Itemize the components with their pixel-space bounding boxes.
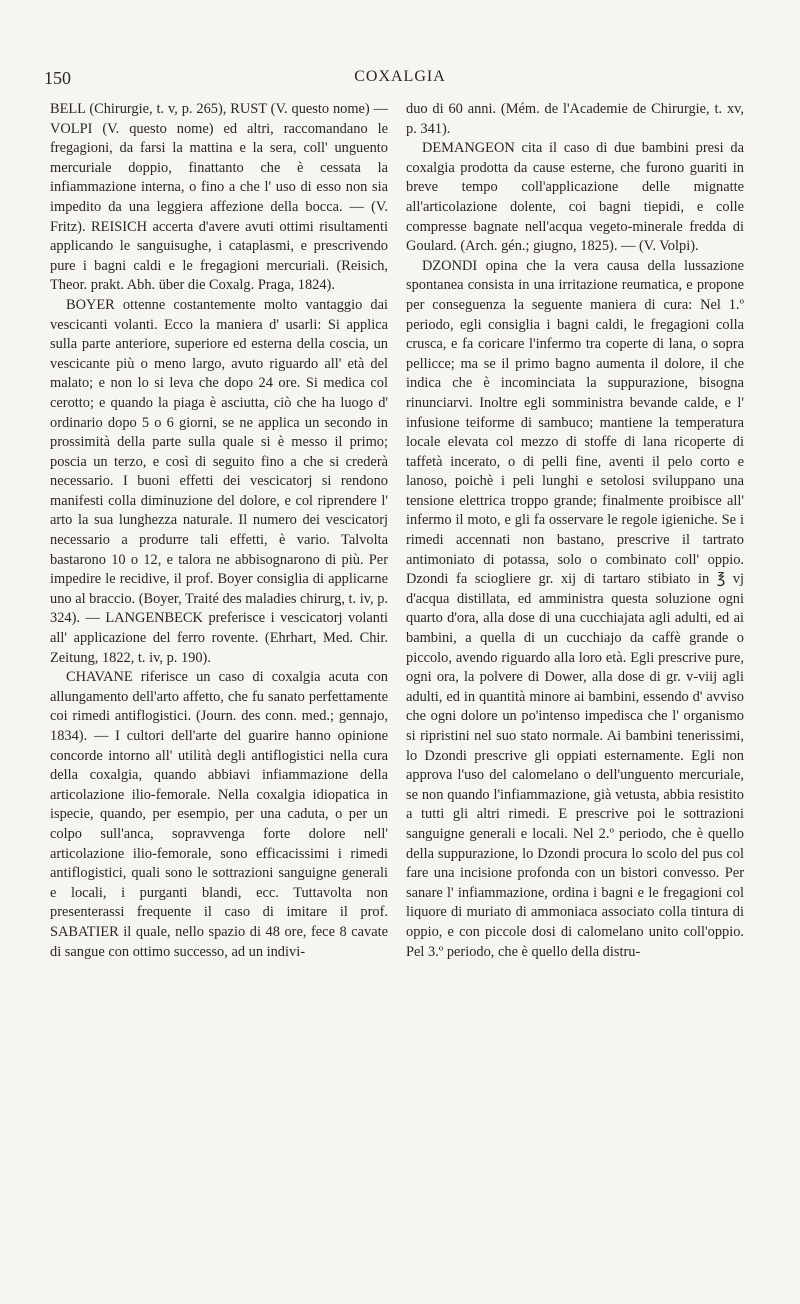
paragraph: DZONDI opina che la vera causa della lussazione spontanea consista in una irritazione reumatica, e propone per conseguenza la seguente maniera di cura: Nel 1.º periodo, egli consiglia i bagni caldi, le fregagioni colla crusca, e fa coricare l'infermo tra coperte di lana, o sopra pellicce; ma se il primo bagno aumenta il dolore, il che indica che è incominciata la suppurazione, bisogna rinunciarvi. Inoltre egli somministra bevande calde, e l' infusione teiforme di sambuco; mantiene la temperatura locale elevata col mezzo di stoffe di lana ricoperte di taffetà incerato, o di pelli fine, aventi il pelo corto e lanoso, poichè i peli lunghi e setolosi sviluppano una tensione elettrica troppo grande; finalmente proibisce all' infermo il moto, e gli fa osservare le regole igieniche. Se i rimedi accennati non bastano, prescrive il tartrato antimoniato di potassa, solo o combinato coll' oppio. Dzondi fa sciogliere gr. xij di tartaro stibiato in ℥ vj d'acqua distillata, ed amministra questa soluzione ogni quarto d'ora, alla dose di una cucchiajata agli adulti, ed ai bambini, a quella di un cucchiajo da caffè grande o piccolo, avendo riguardo alla loro età. Egli prescrive pure, ogni ora, la polvere di Dower, alla dose di gr. v-viij agli adulti, ed in quantità minore ai bambini, essendo d' avviso che ogni dolore un po'intenso impedisca che l' organismo si ripristini nel suo stato normale. Ai bambini tenerissimi, lo Dzondi prescrive gli oppiati esternamente. Egli non approva l'uso del calomelano o dell'unguento mercuriale, se non quando l'infiammazione, già vetusta, abbia resistito a tutti gli altri rimedi. E prescrive poi le sottrazioni sanguigne generali e locali. Nel 2.º periodo, che è quello della suppurazione, lo Dzondi procura lo scolo del pus col fare una incisione profonda con un bistori convesso. Per sanare l' infiammazione, ordina i bagni e le fregagioni col liquore di muriato di ammoniaca associato colla tintura di oppio, e con piccole dosi di calomelano unito coll'oppio. Pel 3.º periodo, che è quello della distru- <box>406 257 744 960</box>
paragraph: CHAVANE riferisce un caso di coxalgia acuta con allungamento dell'arto affetto, che fu sanato perfettamente coi rimedi antiflogistici. (Journ. des conn. med.; gennajo, 1834). — I cultori dell'arte del guarire hanno opinione concorde intorno all' utilità degli antiflogistici nella cura della coxalgia, quando abbiavi infiammazione della articolazione ilio-femorale. Nella coxalgia idiopatica in ispecie, quando, per esempio, per una caduta, o per un colpo sull'anca, sopravvenga forte dolore nell' articolazione ilio-femorale, sono efficacissimi i rimedi antiflogistici, quali sono le sottrazioni sanguigne generali e locali, i purganti blandi, ecc. Tuttavolta non presenterassi frequente il caso di imitare il prof. SABATIER il quale, nello spazio di 48 ore, fece 8 cavate di sangue con ottimo successo, ad un indivi- <box>50 669 388 960</box>
running-title: COXALGIA <box>354 68 446 85</box>
paragraph: BOYER ottenne costantemente molto vantaggio dai vescicanti volanti. Ecco la maniera d' usarli: Si applica sulla parte anteriore, superiore ed esterna della coscia, un vescicante più o meno largo, avuto riguardo all' età del malato; e non lo si leva che dopo 24 ore. Si medica col cerotto; e quando la piaga è asciutta, ciò che ha luogo d' ordinario dopo 5 o 6 giorni, se ne applica un secondo in prossimità della parte sulla quale si è messo il primo; poscia un terzo, e così di seguito fino a che si crederà necessario. I buoni effetti dei vescicatorj si rendono manifesti colla diminuzione del dolore, e col riprendere l' arto la sua lunghezza naturale. Il numero dei vescicatorj necessario a produrre tali effetti, è vario. Talvolta bastarono 10 o 12, e talora ne abbisognarono di più. Per impedire le recidive, il prof. Boyer consiglia di applicarne uno al braccio. (Boyer, Traité des maladies chirurg, t. iv, p. 324). — LANGENBECK preferisce i vescicatorj volanti all' applicazione del ferro rovente. (Ehrhart, Med. Chir. Zeitung, 1822, t. iv, p. 190). <box>50 296 388 666</box>
page-header <box>44 68 756 92</box>
paragraph: DEMANGEON cita il caso di due bambini presi da coxalgia prodotta da cause esterne, che furono guariti in breve tempo coll'applicazione delle mignatte all'articolazione dolente, coi bagni tiepidi, e colle compresse bagnate nell'acqua vegeto-minerale fredda di Goulard. (Arch. gén.; giugno, 1825). — (V. Volpi). <box>406 140 744 255</box>
page-number: 150 <box>44 68 71 88</box>
right-column <box>406 100 744 962</box>
paragraph: BELL (Chirurgie, t. v, p. 265), RUST (V. questo nome) — VOLPI (V. questo nome) ed altri, raccomandano le fregagioni, da farsi la mattina e la sera, coll' unguento mercuriale doppio, finattanto che è cessata la infiammazione interna, o fino a che l' uso di esso non sia impedito da una leggiera affezione della bocca. — (V. Fritz). REISICH accerta d'avere avuti ottimi risultamenti applicando le sanguisughe, i cataplasmi, e prescrivendo pure i bagni caldi e le fregagioni mercuriali. (Reisich, Theor. prakt. Abh. über die Coxalg. Praga, 1824). <box>50 101 388 294</box>
left-column <box>50 100 388 962</box>
paragraph: duo di 60 anni. (Mém. de l'Academie de Chirurgie, t. xv, p. 341). <box>406 101 744 137</box>
